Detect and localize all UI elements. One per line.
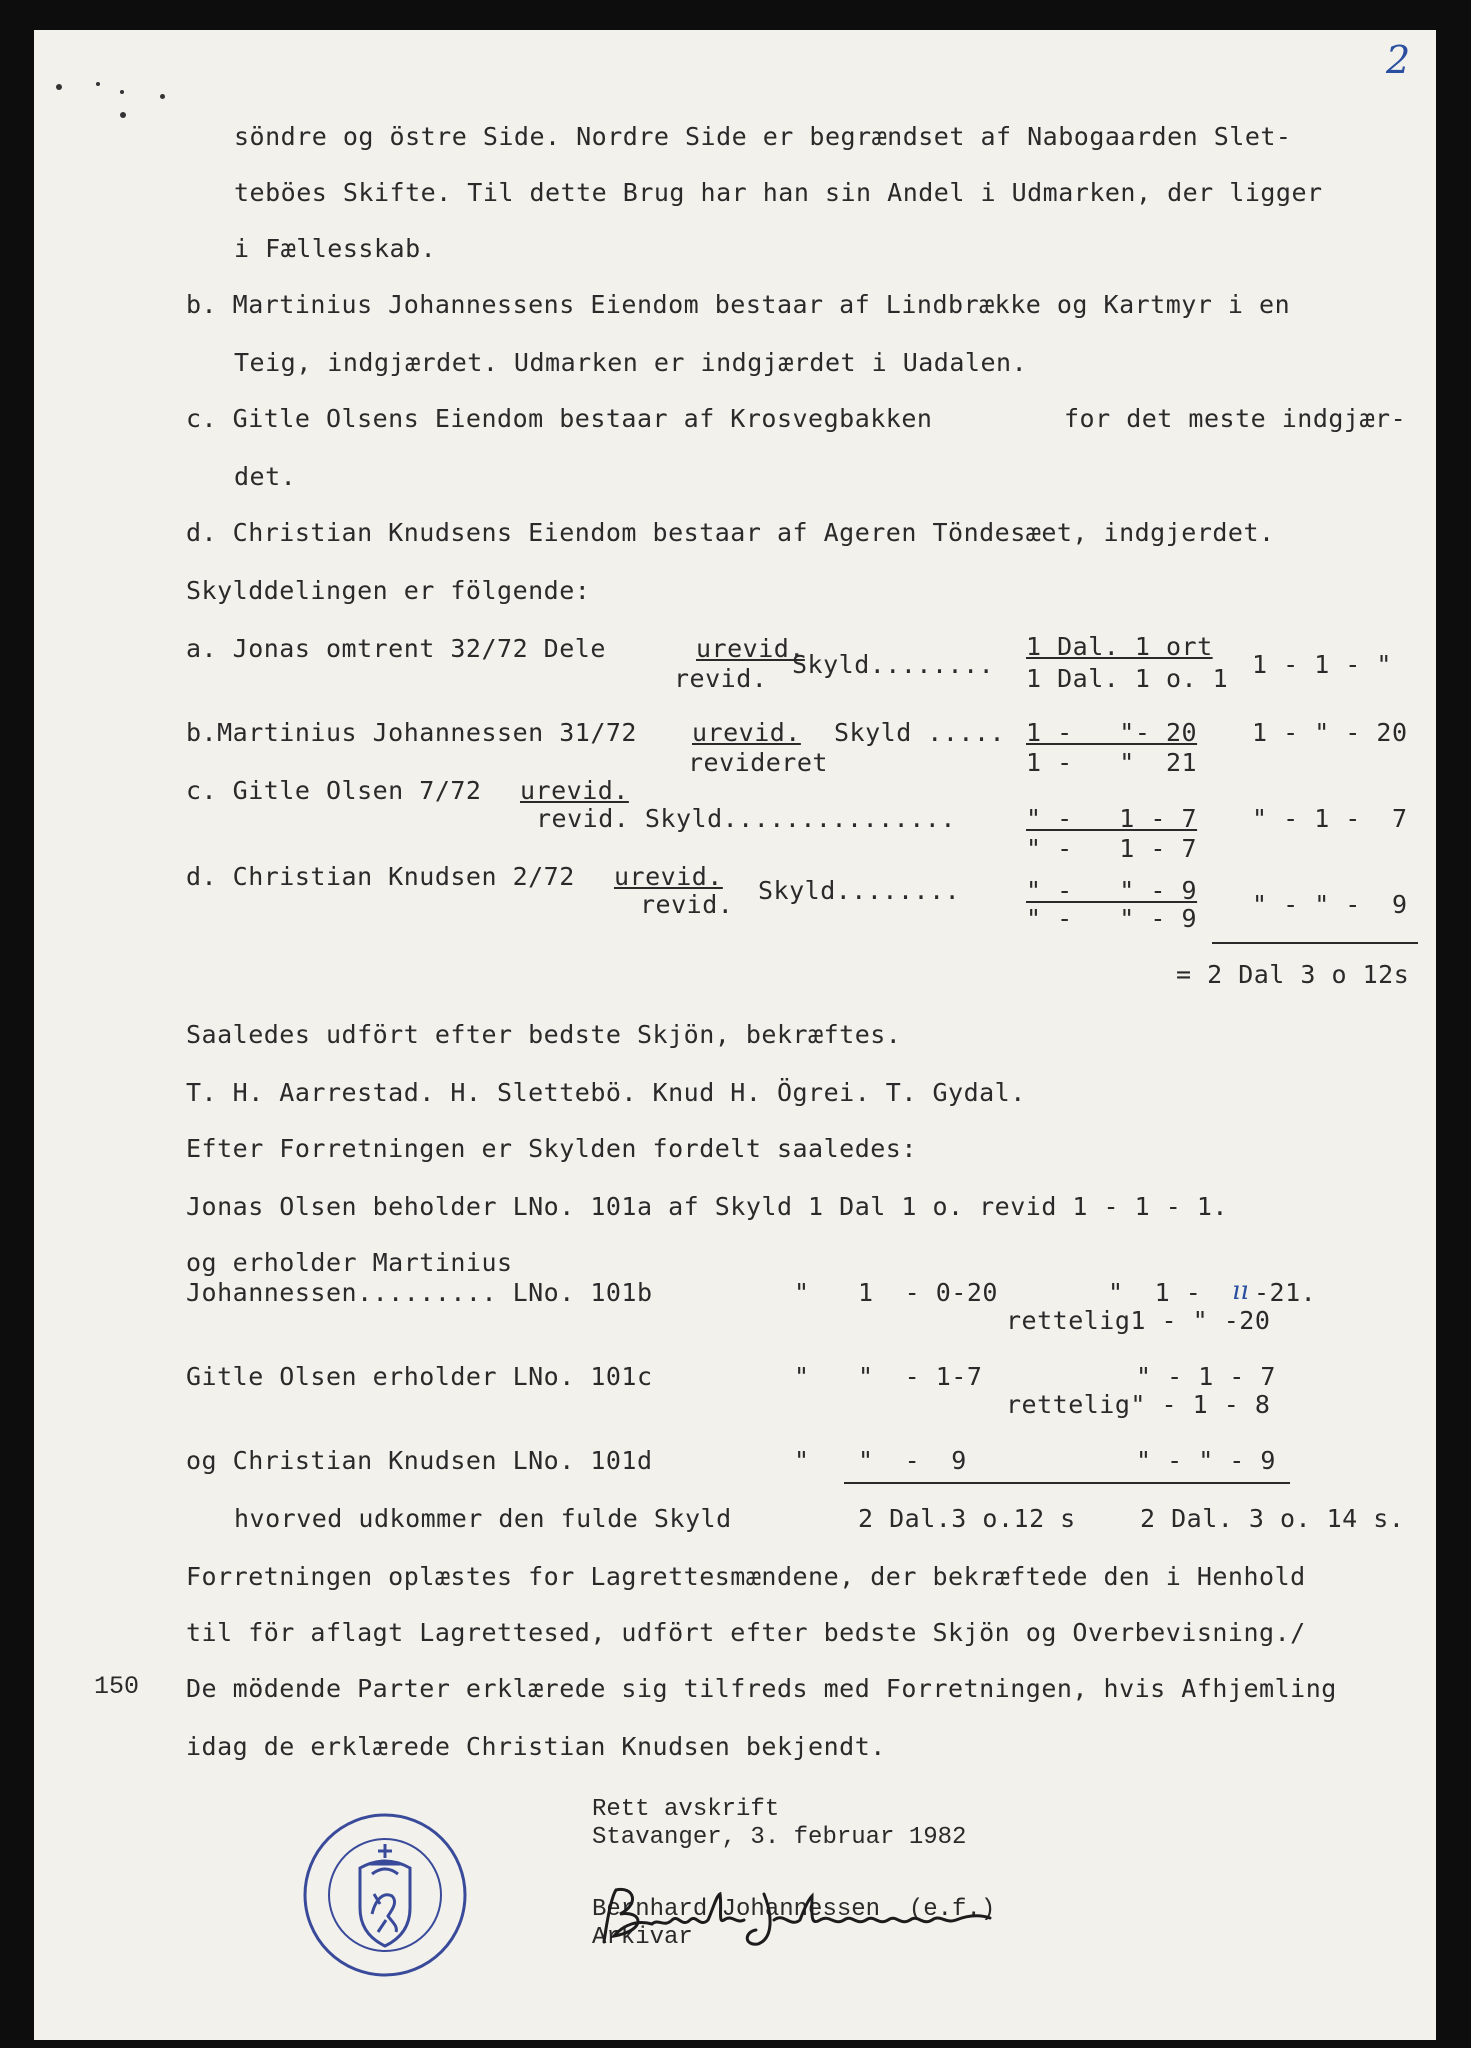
- row-c-urevid: urevid.: [520, 776, 629, 805]
- document-page: [34, 30, 1436, 2040]
- text-line: Teig, indgjærdet. Udmarken er indgjærdet i Uadalen.: [234, 348, 1028, 377]
- row-c-revid-skyld: revid. Skyld...............: [536, 804, 956, 833]
- margin-mark: [96, 82, 100, 86]
- value-new-suffix: -21.: [1254, 1278, 1317, 1307]
- certifier-title: Arkivar: [592, 1924, 693, 1951]
- text-line: idag de erklærede Christian Knudsen bekjendt.: [186, 1732, 886, 1761]
- text-line: Jonas Olsen beholder LNo. 101a af Skyld 1 Dal 1 o. revid 1 - 1 - 1.: [186, 1192, 1228, 1221]
- row-a-urevid: urevid.: [696, 634, 805, 663]
- row-a-result: 1 - 1 - ": [1252, 650, 1392, 679]
- row-b-revid: revideret: [688, 748, 828, 777]
- row-b-urevid: urevid.: [692, 718, 801, 747]
- correction: rettelig" - 1 - 8: [1006, 1390, 1271, 1419]
- ditto-mark: ": [794, 1446, 810, 1475]
- text-line: Gitle Olsen erholder LNo. 101c: [186, 1362, 653, 1391]
- text-line: i Fællesskab.: [234, 234, 437, 263]
- text-line: det.: [234, 462, 297, 491]
- text-line: teböes Skifte. Til dette Brug har han sin Andel i Udmarken, der ligger: [234, 178, 1323, 207]
- row-d-result: " - " - 9: [1252, 890, 1408, 919]
- text-line: De mödende Parter erklærede sig tilfreds med Forretningen, hvis Afhjemling: [186, 1674, 1337, 1703]
- text-line: Saaledes udfört efter bedste Skjön, bekræftes.: [186, 1020, 902, 1049]
- text-line: söndre og östre Side. Nordre Side er begrændset af Nabogaarden Slet-: [234, 122, 1292, 151]
- sum-value-new: 2 Dal. 3 o. 14 s.: [1140, 1504, 1405, 1533]
- section-heading: Skylddelingen er fölgende:: [186, 576, 591, 605]
- row-a-fraction-top: 1 Dal. 1 ort: [1026, 632, 1213, 661]
- margin-mark: [56, 84, 62, 90]
- certification-line: Rett avskrift: [592, 1796, 780, 1823]
- text-line: b. Martinius Johannessens Eiendom bestaar af Lindbrække og Kartmyr i en: [186, 290, 1291, 319]
- row-d-urevid: urevid.: [614, 862, 723, 891]
- text-line: d. Christian Knudsens Eiendom bestaar af Ageren Töndesæet, indgjerdet.: [186, 518, 1275, 547]
- row-a-fraction-bottom: 1 Dal. 1 o. 1: [1026, 664, 1229, 693]
- row-a-revid: revid.: [674, 664, 768, 693]
- value-old: " - 9: [858, 1446, 967, 1475]
- value-old: " - 1-7: [858, 1362, 983, 1391]
- handwritten-signature: [592, 1884, 994, 1951]
- margin-mark: [120, 112, 126, 118]
- certification-line: Stavanger, 3. februar 1982: [592, 1824, 967, 1851]
- value-new: " - " - 9: [1136, 1446, 1276, 1475]
- margin-mark: [120, 90, 124, 94]
- row-b-skyld: Skyld .....: [834, 718, 1006, 747]
- certifier-name: Bernhard Johannessen (e.f.): [592, 1896, 996, 1923]
- row-d-skyld: Skyld........: [758, 876, 961, 905]
- row-d-label: d. Christian Knudsen 2/72: [186, 862, 575, 891]
- row-a-skyld: Skyld........: [792, 650, 995, 679]
- row-d-fraction-top: " - " - 9: [1026, 876, 1198, 905]
- sum-value-old: 2 Dal.3 o.12 s: [858, 1504, 1076, 1533]
- ditto-mark: ": [794, 1278, 810, 1307]
- row-d-fraction-bottom: " - " - 9: [1026, 904, 1198, 933]
- row-d-revid: revid.: [640, 890, 734, 919]
- correction: rettelig1 - " -20: [1006, 1306, 1271, 1335]
- text-line: c. Gitle Olsens Eiendom bestaar af Krosvegbakken: [186, 404, 933, 433]
- row-b-fraction-top: 1 - "- 20: [1026, 718, 1198, 747]
- text-line: Efter Forretningen er Skylden fordelt saaledes:: [186, 1134, 917, 1163]
- value-old: 1 - 0-20: [858, 1278, 998, 1307]
- row-b-label: b.Martinius Johannessen 31/72: [186, 718, 637, 747]
- table1-total: = 2 Dal 3 o 12s: [1176, 960, 1410, 989]
- pencil-mark: ıı: [1232, 1276, 1249, 1306]
- value-new: " 1 -: [1108, 1278, 1202, 1307]
- page-number: 2: [1386, 38, 1411, 82]
- text-line: Forretningen oplæstes for Lagrettesmændene, der bekræftede den i Henhold: [186, 1562, 1306, 1591]
- value-new: " - 1 - 7: [1136, 1362, 1276, 1391]
- text-line: og erholder Martinius: [186, 1248, 513, 1277]
- row-c-fraction-top: " - 1 - 7: [1026, 804, 1198, 833]
- row-c-fraction-bottom: " - 1 - 7: [1026, 834, 1198, 863]
- text-line: til för aflagt Lagrettesed, udfört efter bedste Skjön og Overbevisning./: [186, 1618, 1306, 1647]
- row-a-label: a. Jonas omtrent 32/72 Dele: [186, 634, 606, 663]
- row-c-result: " - 1 - 7: [1252, 804, 1408, 833]
- sum-label: hvorved udkommer den fulde Skyld: [234, 1504, 732, 1533]
- margin-mark: [160, 94, 165, 99]
- text-line: for det meste indgjær-: [1064, 404, 1407, 433]
- row-b-result: 1 - " - 20: [1252, 718, 1408, 747]
- ditto-mark: ": [794, 1362, 810, 1391]
- row-b-fraction-bottom: 1 - " 21: [1026, 748, 1198, 777]
- archive-stamp: [300, 1810, 470, 1980]
- row-c-label: c. Gitle Olsen 7/72: [186, 776, 482, 805]
- margin-number: 150: [94, 1672, 140, 1701]
- text-line: og Christian Knudsen LNo. 101d: [186, 1446, 653, 1475]
- sum-rule: [1212, 942, 1418, 944]
- sum-rule: [844, 1482, 1290, 1484]
- text-line: Johannessen......... LNo. 101b: [186, 1278, 653, 1307]
- witness-names: T. H. Aarrestad. H. Slettebö. Knud H. Ögrei. T. Gydal.: [186, 1078, 1026, 1107]
